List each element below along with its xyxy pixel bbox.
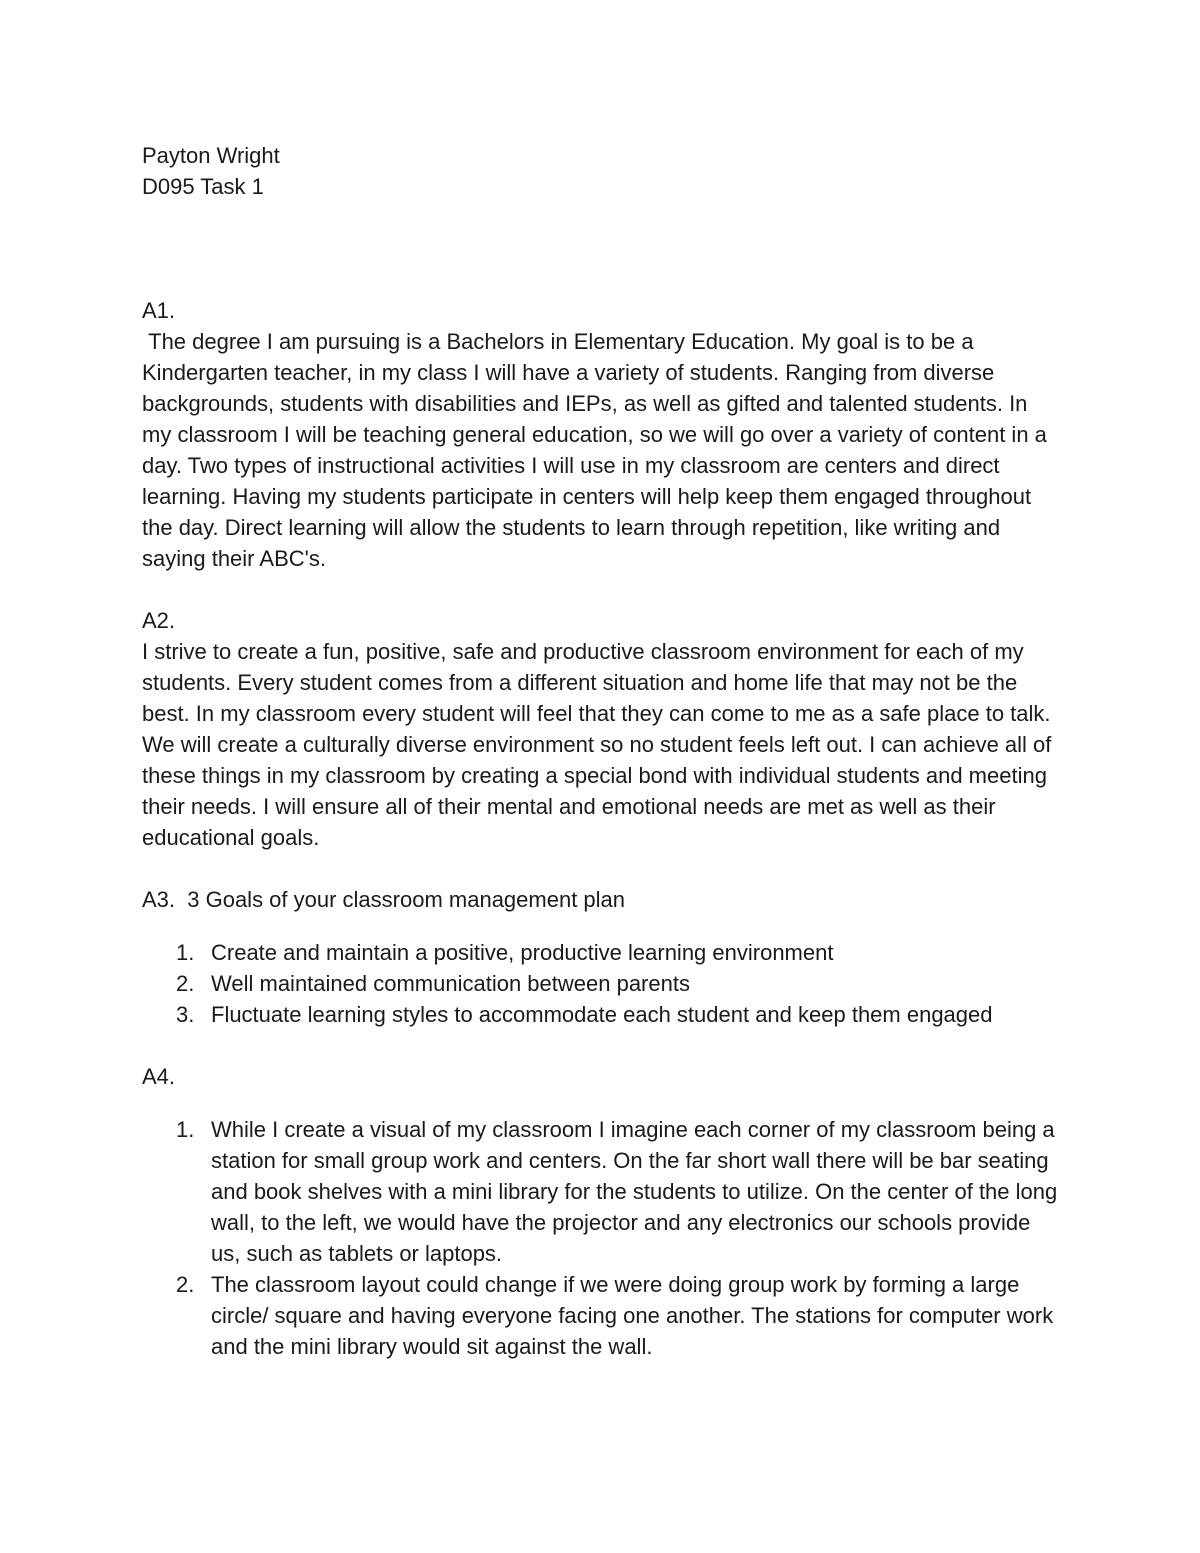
- goals-list: [142, 937, 1062, 1030]
- list-item: [142, 968, 1062, 999]
- list-item: [142, 999, 1062, 1030]
- layout-list: [142, 1114, 1062, 1362]
- section-a2: [142, 605, 1062, 853]
- list-item: [142, 1269, 1062, 1362]
- document-page: [142, 140, 1062, 1362]
- section-a2-body: I strive to create a fun, positive, safe and productive classroom environment for each of my students. Every student comes from a different situation and home life that may not be the best. In my classroom every student will feel that they can come to me as a safe place to talk. We will create a culturally diverse environment so no student feels left out. I can achieve all of these things in my classroom by creating a special bond with individual students and meeting their needs. I will ensure all of their mental and emotional needs are met as well as their educational goals.: [142, 639, 1052, 850]
- list-item-text: Well maintained communication between parents: [211, 971, 690, 996]
- author-name: Payton Wright: [142, 143, 280, 168]
- list-item-text: While I create a visual of my classroom I imagine each corner of my classroom being a station for small group work and centers. On the far short wall there will be bar seating and book shelves with a mini library for the students to utilize. On the center of the long wall, to the left, we would have the projector and any electronics our schools provide us, such as tablets or laptops.: [211, 1117, 1058, 1266]
- section-a4: [142, 1061, 1062, 1362]
- section-a1-body: The degree I am pursuing is a Bachelors in Elementary Education. My goal is to be a Kindergarten teacher, in my class I will have a variety of students. Ranging from diverse backgrounds, students with disabilities and IEPs, as well as gifted and talented students. In my classroom I will be teaching general education, so we will go over a variety of content in a day. Two types of instructional activities I will use in my classroom are centers and direct learning. Having my students participate in centers will help keep them engaged throughout the day. Direct learning will allow the students to learn through repetition, like writing and saying their ABC's.: [142, 329, 1054, 571]
- list-item: [142, 937, 1062, 968]
- section-a3: [142, 884, 1062, 1030]
- document-header: [142, 140, 1062, 202]
- section-a1: [142, 295, 1062, 574]
- list-item-number: 1.: [176, 940, 195, 965]
- list-item: [142, 1114, 1062, 1269]
- section-a4-heading: A4.: [142, 1064, 176, 1089]
- list-item-text: Fluctuate learning styles to accommodate each student and keep them engaged: [211, 1002, 993, 1027]
- section-a3-heading: A3. 3 Goals of your classroom management plan: [142, 887, 626, 912]
- list-item-number: 1.: [176, 1117, 195, 1142]
- list-item-number: 3.: [176, 1002, 195, 1027]
- list-item-text: The classroom layout could change if we were doing group work by forming a large circle/ square and having everyone facing one another. The stations for computer work and the mini library would sit against the wall.: [211, 1272, 1054, 1359]
- section-a2-heading: A2.: [142, 608, 176, 633]
- course-title: D095 Task 1: [142, 174, 264, 199]
- list-item-text: Create and maintain a positive, productive learning environment: [211, 940, 834, 965]
- list-item-number: 2.: [176, 971, 195, 996]
- list-item-number: 2.: [176, 1272, 195, 1297]
- section-a1-heading: A1.: [142, 298, 176, 323]
